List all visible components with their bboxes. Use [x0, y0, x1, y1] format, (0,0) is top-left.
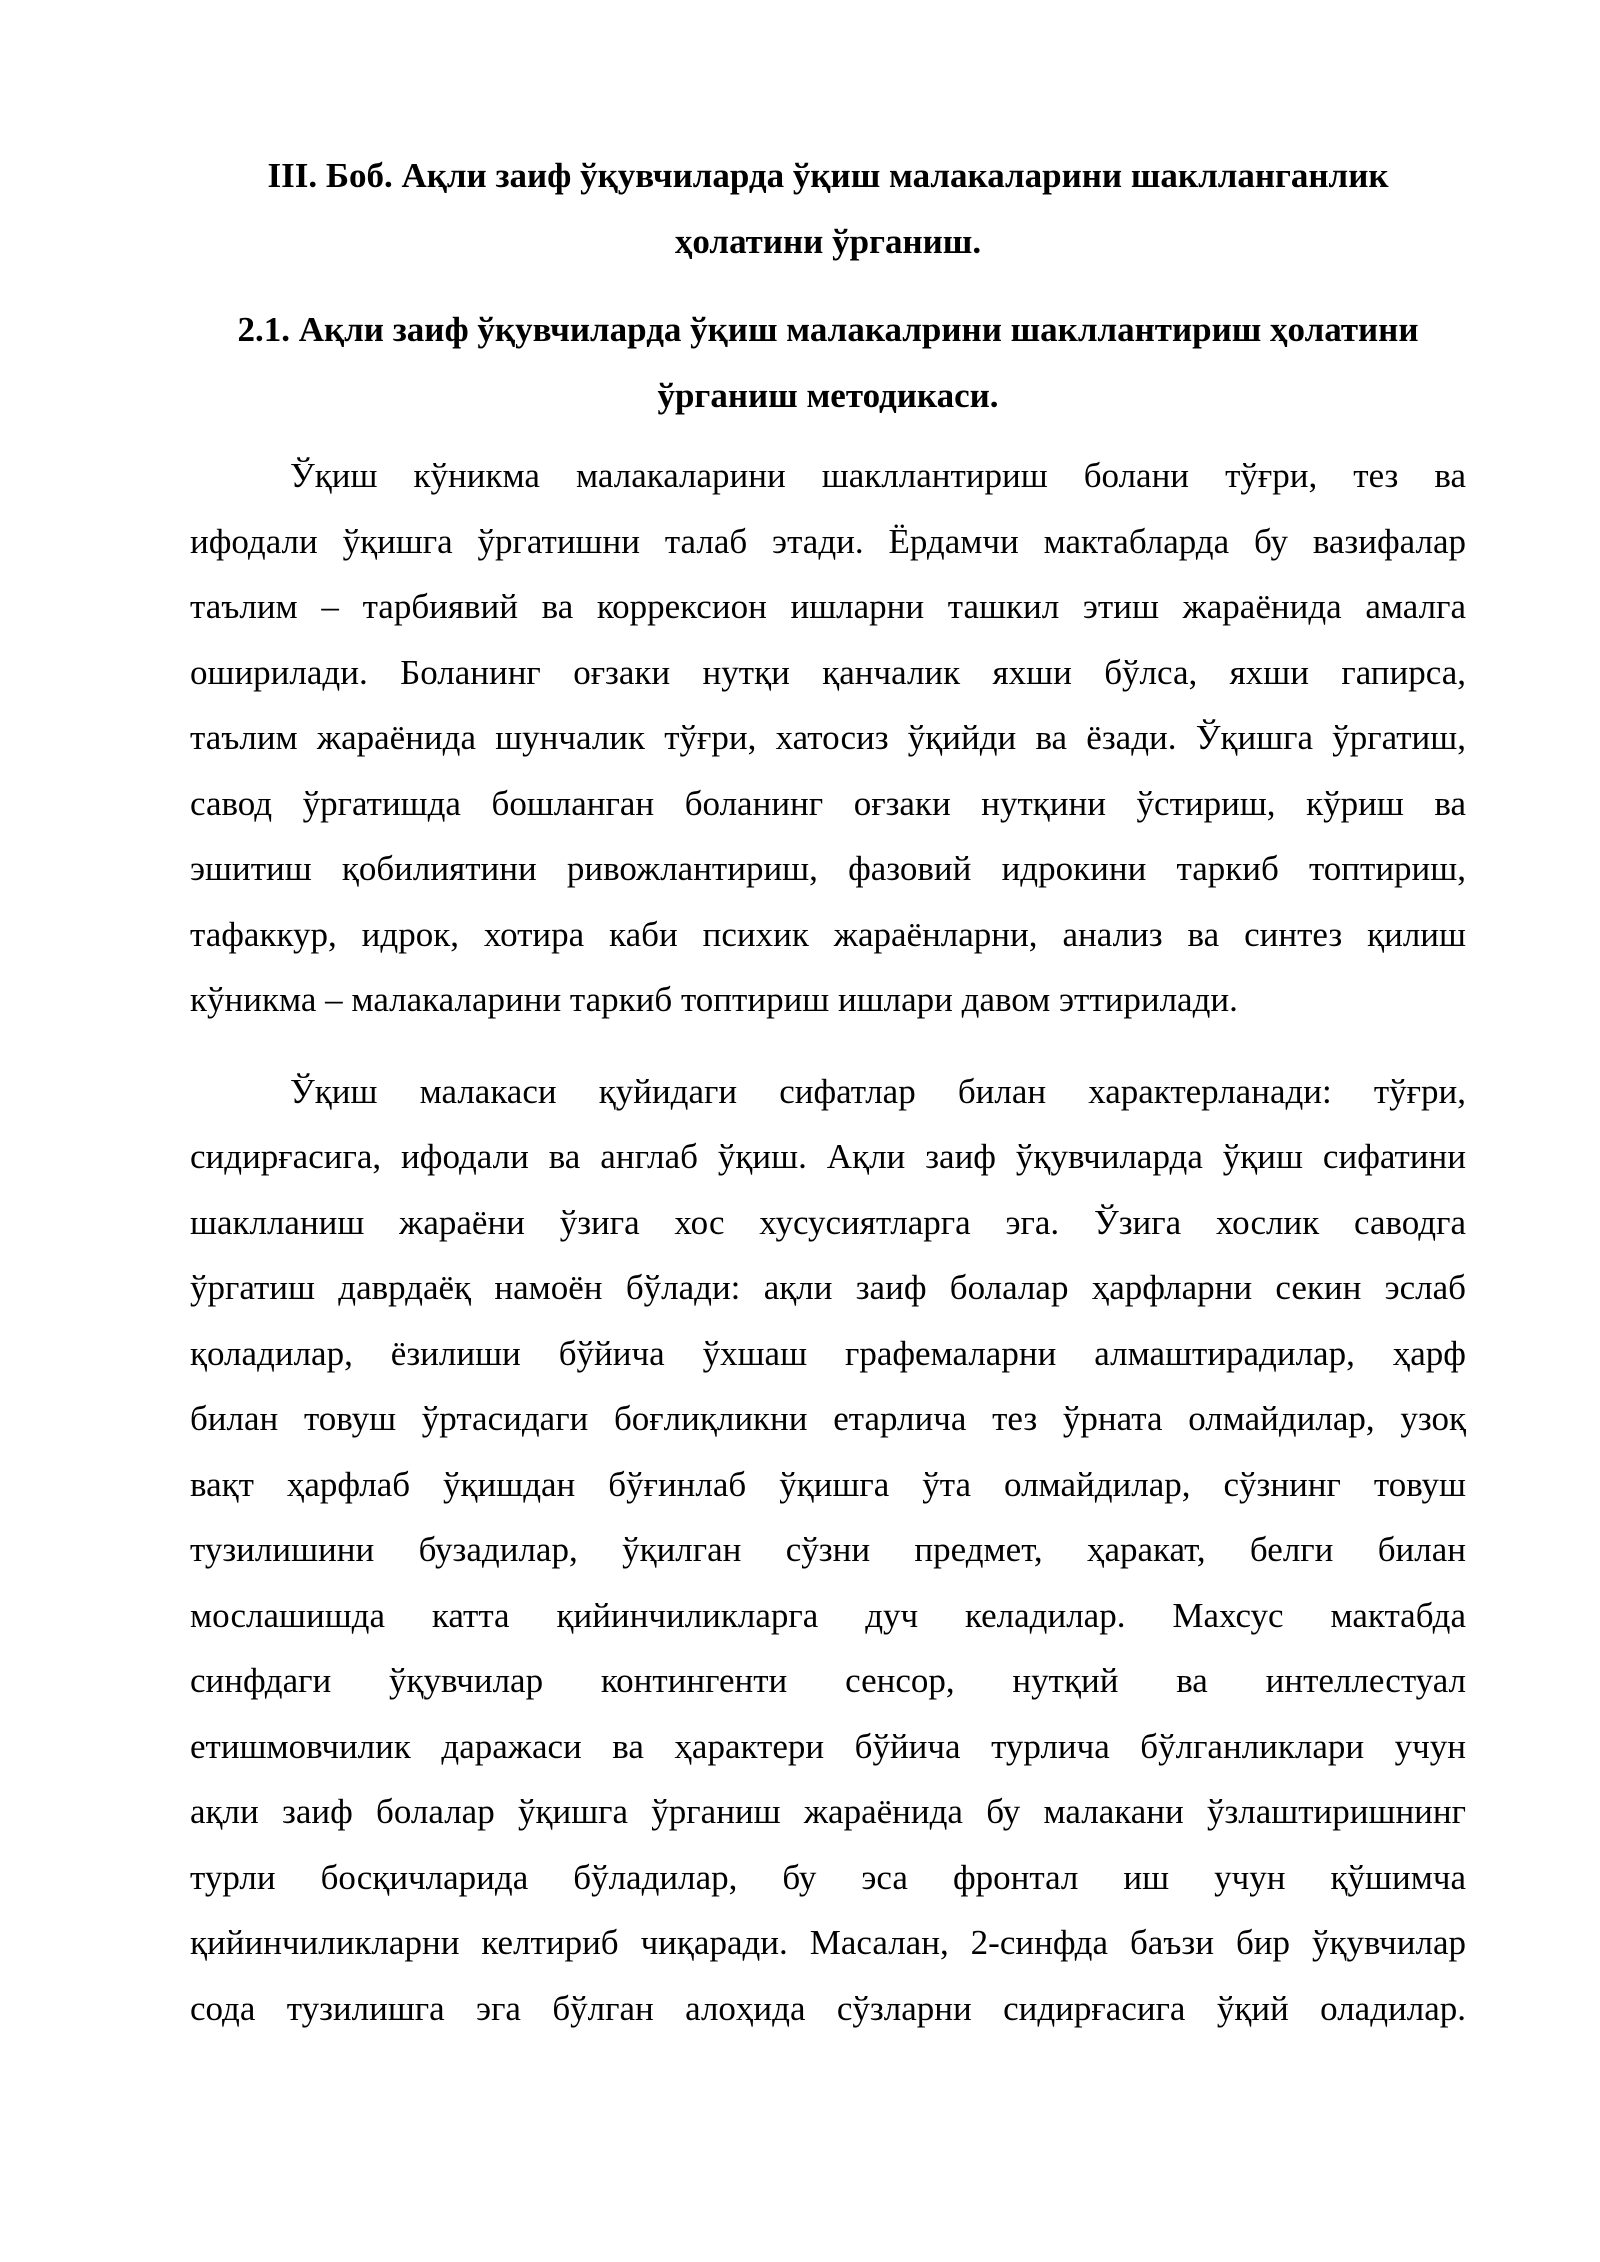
body-paragraph [190, 1059, 1466, 2042]
section-heading-line: ўрганиш методикаси. [657, 376, 999, 415]
section-heading-line: 2.1. Ақли заиф ўқувчиларда ўқиш малакалрини шакллантириш ҳолатини [237, 310, 1419, 349]
chapter-heading-line: ҳолатини ўрганиш. [674, 222, 982, 261]
paragraph-line: оширилади. Боланинг оғзаки нутқи қанчалик яхши бўлса, яхши гапирса, [190, 652, 1466, 692]
paragraph-line: ифодали ўқишга ўргатишни талаб этади. Ёрдамчи мактабларда бу вазифалар [190, 521, 1466, 561]
paragraph-line: қоладилар, ёзилиши бўйича ўхшаш графемаларни алмаштирадилар, ҳарф [190, 1333, 1466, 1373]
paragraph-line: турли босқичларида бўладилар, бу эса фронтал иш учун қўшимча [190, 1857, 1466, 1897]
paragraph-line: ўргатиш даврдаёқ намоён бўлади: ақли заиф болалар ҳарфларни секин эслаб [190, 1268, 1466, 1307]
paragraph-line: шаклланиш жараёни ўзига хос хусусиятларга эга. Ўзига хослик саводга [190, 1202, 1466, 1242]
paragraph-line: сода тузилишга эга бўлган алоҳида сўзларни сидирғасига ўқий оладилар. [190, 1988, 1466, 2028]
paragraph-line: ақли заиф болалар ўқишга ўрганиш жараёнида бу малакани ўзлаштиришнинг [190, 1792, 1466, 1831]
chapter-heading [190, 143, 1466, 275]
paragraph-line: эшитиш қобилиятини ривожлантириш, фазовий идрокини таркиб топтириш, [190, 849, 1466, 888]
paragraph-line: вақт ҳарфлаб ўқишдан бўғинлаб ўқишга ўта олмайдилар, сўзнинг товуш [190, 1464, 1466, 1504]
paragraph-line: билан товуш ўртасидаги боғлиқликни етарлича тез ўрната олмайдилар, узоқ [190, 1399, 1466, 1438]
paragraph-line: таълим жараёнида шунчалик тўғри, хатосиз ўқийди ва ёзади. Ўқишга ўргатиш, [190, 718, 1466, 757]
paragraph-line: Ўқиш кўникма малакаларини шакллантириш болани тўғри, тез ва [290, 456, 1466, 495]
page-content [190, 143, 1466, 2041]
paragraph-line: мослашишда катта қийинчиликларга дуч келадилар. Махсус мактабда [190, 1595, 1466, 1635]
paragraph-line: савод ўргатишда бошланган боланинг оғзаки нутқини ўстириш, кўриш ва [190, 783, 1466, 823]
paragraph-line: етишмовчилик даражаси ва ҳарактери бўйича турлича бўлганликлари учун [190, 1726, 1466, 1766]
paragraph-line: Ўқиш малакаси қуйидаги сифатлар билан характерланади: тўғри, [290, 1071, 1466, 1111]
section-heading [190, 297, 1466, 429]
paragraph-line: сидирғасига, ифодали ва англаб ўқиш. Ақли заиф ўқувчиларда ўқиш сифатини [190, 1137, 1466, 1176]
paragraph-line: кўникма – малакаларини таркиб топтириш ишлари давом эттирилади. [190, 980, 1238, 1019]
chapter-heading-line: III. Боб. Ақли заиф ўқувчиларда ўқиш малакаларини шаклланганлик [267, 156, 1389, 195]
paragraph-line: қийинчиликларни келтириб чиқаради. Масалан, 2-синфда баъзи бир ўқувчилар [190, 1923, 1466, 1962]
paragraph-line: таълим – тарбиявий ва коррексион ишларни ташкил этиш жараёнида амалга [190, 587, 1466, 626]
paragraph-line: тузилишини бузадилар, ўқилган сўзни предмет, ҳаракат, белги билан [190, 1530, 1466, 1569]
body-paragraph [190, 443, 1466, 1033]
paragraph-line: синфдаги ўқувчилар контингенти сенсор, нутқий ва интеллестуал [190, 1661, 1466, 1700]
paragraph-line: тафаккур, идрок, хотира каби психик жараёнларни, анализ ва синтез қилиш [190, 914, 1466, 954]
